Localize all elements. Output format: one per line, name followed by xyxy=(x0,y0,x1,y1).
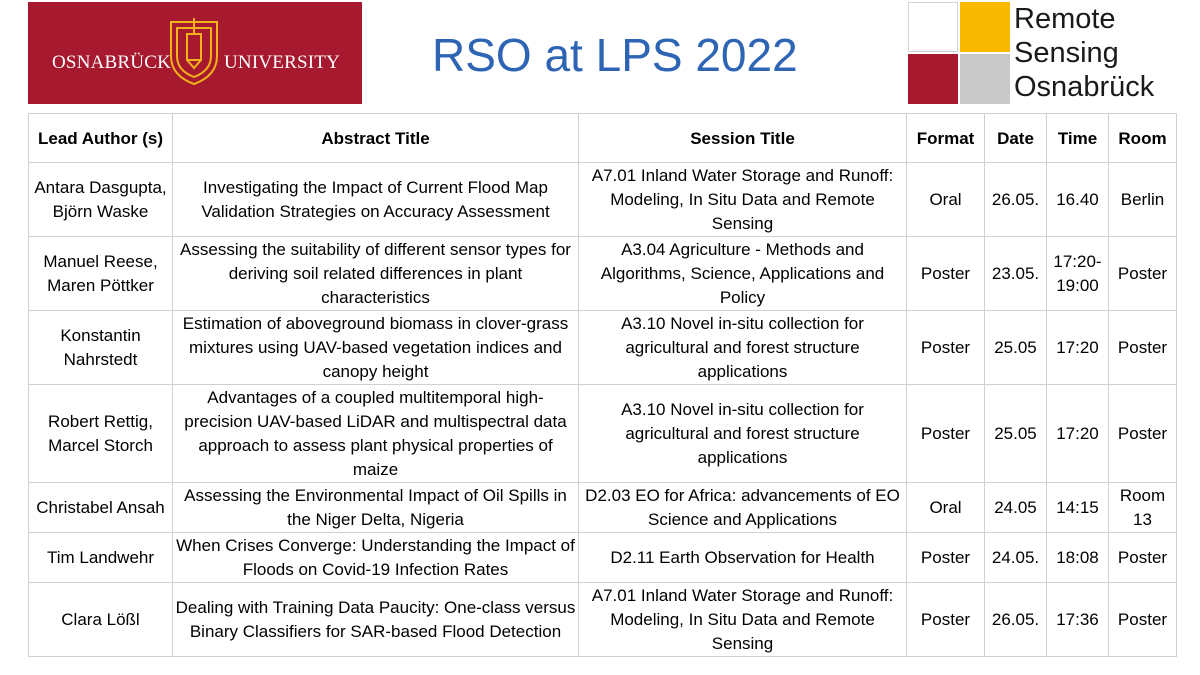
cell-abstract-title: Estimation of aboveground biomass in clover-grass mixtures using UAV-based vegetation indices and canopy height xyxy=(173,311,579,385)
logo-square-white xyxy=(908,2,958,52)
cell-session-title: D2.03 EO for Africa: advancements of EO Science and Applications xyxy=(579,483,907,533)
cell-date: 23.05. xyxy=(985,237,1047,311)
cell-format: Poster xyxy=(907,583,985,657)
cell-abstract-title: When Crises Converge: Understanding the Impact of Floods on Covid-19 Infection Rates xyxy=(173,533,579,583)
cell-abstract-title: Dealing with Training Data Paucity: One-class versus Binary Classifiers for SAR-based Flood Detection xyxy=(173,583,579,657)
slide-title: RSO at LPS 2022 xyxy=(432,29,798,81)
column-header-format: Format xyxy=(907,114,985,163)
cell-date: 24.05 xyxy=(985,483,1047,533)
remote-sensing-logo xyxy=(908,2,1198,104)
table-row xyxy=(29,237,1177,311)
cell-time: 18:08 xyxy=(1047,533,1109,583)
remote-sensing-logo-text xyxy=(1014,2,1154,104)
cell-time: 14:15 xyxy=(1047,483,1109,533)
cell-author: Clara Lößl xyxy=(29,583,173,657)
cell-room: Poster xyxy=(1109,533,1177,583)
logo-square-red xyxy=(908,54,958,104)
cell-room: Poster xyxy=(1109,311,1177,385)
cell-author: Antara Dasgupta, Björn Waske xyxy=(29,163,173,237)
cell-time: 17:36 xyxy=(1047,583,1109,657)
table-row xyxy=(29,311,1177,385)
table-header-row xyxy=(29,114,1177,163)
column-header-room: Room xyxy=(1109,114,1177,163)
cell-abstract-title: Assessing the Environmental Impact of Oil Spills in the Niger Delta, Nigeria xyxy=(173,483,579,533)
university-crest-icon xyxy=(167,16,221,86)
cell-format: Poster xyxy=(907,311,985,385)
cell-format: Oral xyxy=(907,163,985,237)
cell-time: 16.40 xyxy=(1047,163,1109,237)
cell-author: Tim Landwehr xyxy=(29,533,173,583)
cell-date: 26.05. xyxy=(985,163,1047,237)
cell-author: Manuel Reese, Maren Pöttker xyxy=(29,237,173,311)
table-row xyxy=(29,583,1177,657)
logo-text-line: Osnabrück xyxy=(1014,71,1155,103)
column-header-session-title: Session Title xyxy=(579,114,907,163)
university-logo-left-word: OSNABRÜCK xyxy=(52,52,171,73)
cell-room: Poster xyxy=(1109,237,1177,311)
cell-abstract-title: Advantages of a coupled multitemporal high-precision UAV-based LiDAR and multispectral data approach to assess plant physical properties of maize xyxy=(173,385,579,483)
column-header-abstract-title: Abstract Title xyxy=(173,114,579,163)
table-row xyxy=(29,385,1177,483)
cell-date: 24.05. xyxy=(985,533,1047,583)
column-header-time: Time xyxy=(1047,114,1109,163)
presentations-table xyxy=(28,113,1177,657)
cell-room: Berlin xyxy=(1109,163,1177,237)
cell-author: Konstantin Nahrstedt xyxy=(29,311,173,385)
cell-room: Poster xyxy=(1109,385,1177,483)
cell-session-title: A3.04 Agriculture - Methods and Algorithms, Science, Applications and Policy xyxy=(579,237,907,311)
cell-format: Poster xyxy=(907,385,985,483)
table-row xyxy=(29,163,1177,237)
cell-session-title: A3.10 Novel in-situ collection for agricultural and forest structure applications xyxy=(579,385,907,483)
university-logo xyxy=(28,2,362,104)
cell-time: 17:20- 19:00 xyxy=(1047,237,1109,311)
column-header-lead-author: Lead Author (s) xyxy=(29,114,173,163)
cell-abstract-title: Investigating the Impact of Current Flood Map Validation Strategies on Accuracy Assessment xyxy=(173,163,579,237)
cell-room: Poster xyxy=(1109,583,1177,657)
cell-session-title: D2.11 Earth Observation for Health xyxy=(579,533,907,583)
cell-date: 25.05 xyxy=(985,385,1047,483)
column-header-date: Date xyxy=(985,114,1047,163)
cell-author: Robert Rettig, Marcel Storch xyxy=(29,385,173,483)
logo-text-line: Sensing xyxy=(1014,37,1119,69)
cell-time: 17:20 xyxy=(1047,311,1109,385)
cell-author: Christabel Ansah xyxy=(29,483,173,533)
logo-square-yellow xyxy=(960,2,1010,52)
cell-format: Poster xyxy=(907,533,985,583)
cell-date: 26.05. xyxy=(985,583,1047,657)
cell-date: 25.05 xyxy=(985,311,1047,385)
cell-room: Room 13 xyxy=(1109,483,1177,533)
cell-session-title: A7.01 Inland Water Storage and Runoff: Modeling, In Situ Data and Remote Sensing xyxy=(579,163,907,237)
table-row xyxy=(29,533,1177,583)
cell-format: Poster xyxy=(907,237,985,311)
logo-text-line: Remote xyxy=(1014,3,1116,35)
university-logo-right-word: UNIVERSITY xyxy=(224,52,340,73)
cell-abstract-title: Assessing the suitability of different sensor types for deriving soil related differences in plant characteristics xyxy=(173,237,579,311)
table-row xyxy=(29,483,1177,533)
cell-session-title: A7.01 Inland Water Storage and Runoff: Modeling, In Situ Data and Remote Sensing xyxy=(579,583,907,657)
cell-time: 17:20 xyxy=(1047,385,1109,483)
cell-session-title: A3.10 Novel in-situ collection for agricultural and forest structure applications xyxy=(579,311,907,385)
logo-square-grey xyxy=(960,54,1010,104)
cell-format: Oral xyxy=(907,483,985,533)
